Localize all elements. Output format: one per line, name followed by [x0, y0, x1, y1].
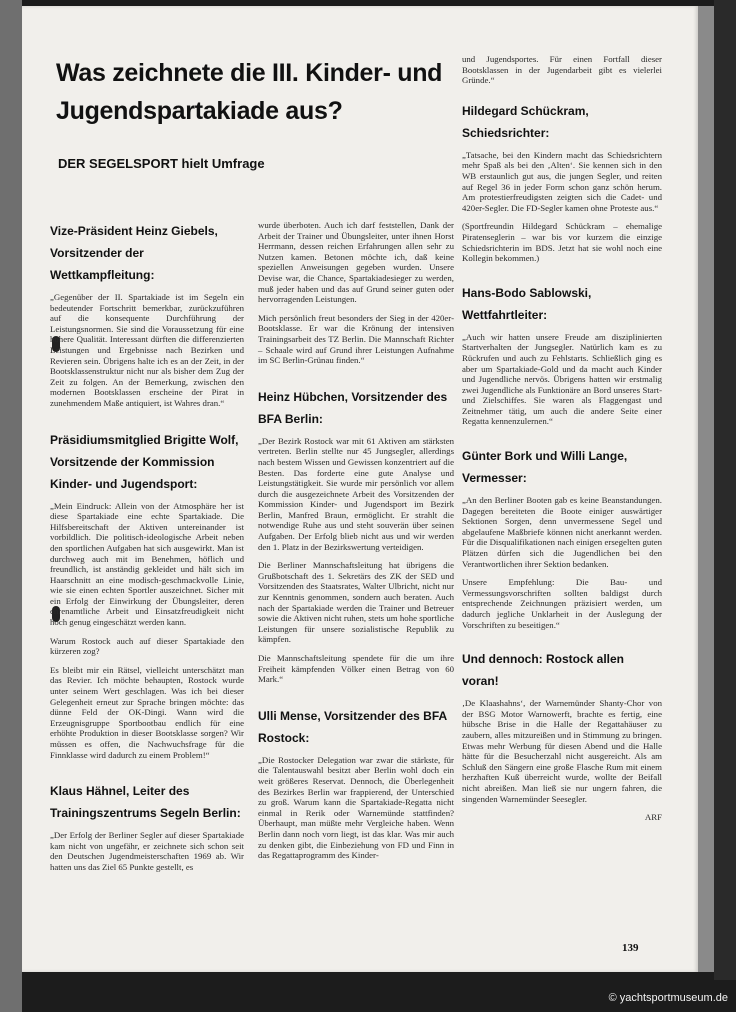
section-paragraph: „Mein Eindruck: Allein von der Atmosphäre her ist diese Spartakiade eine echte Spartakiade. Die Hilfsbereitschaft der Aktiven untereinander ist vorbildlich. Die politisch-ideologische Arbeit neben den sportlichen Aufgaben hat sich ausgewirkt. Man ist durchweg auch mit im Benehmen, höflich und freundlich, ist anständig gekleidet und hält sich im Haarschnitt an eine modisch-geschmackvolle Linie, wie sie einen echten Sportler auszeichnet. Sicher mit ein Erfolg der Einwirkung der Übungsleiter, deren ehrenamtliche Arbeit und Einsatzfreudigkeit nicht hoch genug eingeschätzt werden kann. [50, 500, 244, 628]
section [50, 780, 244, 872]
section [258, 220, 454, 366]
author-initials: ARF [644, 812, 662, 823]
section [462, 445, 662, 630]
section-paragraph: „Gegenüber der II. Spartakiade ist im Segeln ein bedeutender Fortschritt bemerkbar, zurückzuführen auf die konsequente Durchführung der Leistungsnormen. Sie sind die Voraussetzung für eine höhere Qualität. Interessant dürften die differenzierten Leistungen und Ergebnisse nach Bezirken und Revieren sein. Übrigens halte ich es an der Zeit, in der Bootsklassenstruktur nicht nur als bisher dem Zug der Zeit zu folgen. An der Bemerkung, zwischen den modernen Bootsklassen erscheine der Pirat in zunehmendem Maße antiquiert, ist Wahres dran.“ [50, 292, 244, 408]
section [462, 648, 662, 823]
section-paragraph: „An den Berliner Booten gab es keine Beanstandungen. Dagegen bereiteten die Boote einiger auswärtiger Sektionen Sorgen, denn unvermessene Segel und abgelaufene Maßbriefe können nicht anerkannt werden. Für die Disqualifikationen nach einigen ersegelten guten Plätzen dürfen sich die Jugendlichen bei den Verantwortlichen ihrer Sektion bedanken. [462, 495, 662, 569]
article-subtitle: DER SEGELSPORT hielt Umfrage [58, 156, 265, 171]
section-heading: Und dennoch: Rostock allen voran! [462, 652, 625, 689]
section-heading: Günter Bork und Willi Lange, Vermesser: [462, 449, 628, 486]
section-paragraph: Die Berliner Mannschaftsleitung hat übrigens die Grußbotschaft des 1. Sekretärs des ZK der SED und Vorsitzenden des Staatsrates, Walter Ulbricht, nicht nur zur Kenntnis genommen, sondern auch beraten. Auch nach der Spartakiade werden die Trainer und Betreuer sowie die Aktiven nicht ruhen, stets um hohe sportliche Leistungen für unsere sozialistische Republik zu kämpfen. [258, 560, 454, 645]
section-heading: Heinz Hübchen, Vorsitzender des BFA Berlin: [258, 389, 448, 426]
section [462, 54, 662, 86]
section-heading: Hans-Bodo Sablowski, Wettfahrtleiter: [462, 285, 592, 322]
section-heading: Klaus Hähnel, Leiter des Trainingszentrums Segeln Berlin: [50, 784, 241, 821]
section-paragraph: wurde überboten. Auch ich darf feststellen, Dank der Arbeit der Trainer und Übungsleiter, unter ihnen Horst Herrmann, dessen reichen Erfahrungen allen sehr zu Nutzen kamen. Betonen möchte ich, daß keine speziellen Anweisungen gegeben wurden. Unsere Devise war, die Chance, Spartakiadesieger zu werden, muß jeder haben und das auf Grund seiner guten oder hervorragenden Leistungen. [258, 220, 454, 305]
section-paragraph: „Der Bezirk Rostock war mit 61 Aktiven am stärksten vertreten. Berlin stellte nur 45 Jungsegler, allerdings nach bestem Wissen und Gewissen konzentriert auf die Besten. Das forderte eine gute Analyse und Leistungstätigkeit. Sie wurde mir persönlich vor allem durch die ausgezeichnete Arbeit des Vorsitzenden der Kommission Kinder- und Jugendsport im Bezirk Berlin, Manfred Braun, ermöglicht. Er strahlt die notwendige Ruhe aus und steht souverän über seinen Aufgaben. Der Erfolg blieb nicht aus und wir werden den 1. Platz in der Bezirkswertung verteidigen. [258, 435, 454, 552]
article-title: Was zeichnete die III. Kinder- und Jugendspartakiade aus? [56, 59, 443, 125]
section-paragraph: Mich persönlich freut besonders der Sieg in der 420er-Bootsklasse. Er war die Krönung der intensiven Trainingsarbeit des TZ Berlin. Die Mannschaft Richter – Schaale wird auf Grund ihrer Leistungen Aufnahme im SC Berlin-Grünau finden.“ [258, 312, 454, 366]
watermark-text: © yachtsportmuseum.de [608, 992, 728, 1004]
section-paragraph: Es bleibt mir ein Rätsel, vielleicht unterschätzt man das Revier. Ich möchte behaupten, Rostock wurde unter seinem Wert geschlagen. Was ich bei dieser Gelegenheit erneut zur Sprache bringen möchte: das dünne Feld der OK-Dingi. Wann wird die Erzeugnisgruppe Sportbootbau endlich für eine erhöhte Produktion in dieser Bootsklasse sorgen? Wir müssen es offen, die Nachwuchsfrage für die Finnklasse wird dadurch zu einem Problem!“ [50, 664, 244, 760]
section-paragraph: Unsere Empfehlung: Die Bau- und Vermessungsvorschriften sollten baldigst durch entsprechende Zeichnungen präzisiert werden, um dadurch jegliche Unklarheit in der Auslegung der Vorschriften zu beseitigen.“ [462, 577, 662, 630]
section [462, 100, 662, 264]
section [462, 282, 662, 427]
section-heading: Ulli Mense, Vorsitzender des BFA Rostock: [258, 708, 447, 745]
column-right [462, 54, 662, 823]
magazine-page [22, 6, 698, 972]
section-paragraph: ‚De Klaashahns‘, der Warnemünder Shanty-Chor von der BSG Motor Warnowerft, brachte es fertig, eine hübsche Brise in die Halle der Regattahäuser zu zaubern, alles mitzureißen und in Stimmung zu bringen. Etwas mehr Werbung für diesen Abend und die Halle hätte für die Besucherzahl nicht ausgereicht. Als am Schluß den Sängern eine große Flasche Rum mit einem herzhaften Kuß überreicht wurde, wollte der Beifall nicht abreißen. Man ließ sie nur ungern fahren, die singenden Warnemünder Seesegler. [462, 698, 662, 804]
section-paragraph: „Der Erfolg der Berliner Segler auf dieser Spartakiade kam nicht von ungefähr, er zeichnete sich schon seit den Deutschen Jugendmeisterschaften 1969 ab. Wir hatten uns das Ziel 65 Punkte gestellt, es [50, 830, 244, 872]
section [50, 220, 244, 409]
page-number: 139 [622, 942, 639, 954]
section-heading: Präsidiumsmitglied Brigitte Wolf, Vorsitzende der Kommission Kinder- und Jugendsport: [50, 432, 239, 491]
column-middle [258, 220, 454, 869]
section-paragraph: Die Mannschaftsleitung spendete für die um ihre Freiheit kämpfenden Völker einen Betrag von 60 Mark.“ [258, 653, 454, 685]
watermark [609, 992, 728, 1004]
section-paragraph: „Tatsache, bei den Kindern macht das Schiedsrichtern mehr Spaß als bei den ‚Alten‘. Sie kennen sich in den WB erstaunlich gut aus, die jungen Segler, und reiten auf Regel 36 in jeder Form schon ganz schön herum. Am protestierfreudigsten zeigten sich die Cadet- und 420er-Segler. Die FD-Segler kamen ohne Proteste aus.“ [462, 149, 662, 213]
page-edge [698, 6, 714, 972]
book-edge [714, 0, 736, 980]
section-paragraph: Warum Rostock auch auf dieser Spartakiade den kürzeren zog? [50, 635, 244, 657]
section-heading: Vize-Präsident Heinz Giebels, Vorsitzender der Wettkampfleitung: [50, 224, 218, 282]
section [50, 429, 244, 761]
section [258, 705, 454, 861]
section-heading: Hildegard Schückram, Schiedsrichter: [462, 103, 589, 140]
column-left [50, 220, 244, 881]
section-paragraph: „Die Rostocker Delegation war zwar die stärkste, für die Talentauswahl besitzt aber Berlin wohl doch ein weit größeres Reservat. Dennoch, die Überlegenheit des Bezirkes Berlin war frappierend, der Unterschied zu groß. Warum kann die Spartakiade-Regatta nicht einmal in Rerik oder Warnemünde stattfinden? Überhaupt, man müßte mehr Vergleiche haben. Wenn Berlin dann noch vorn liegt, ist das klar. Was mir auch zu denken gibt, die Einbeziehung von FD und Finn in das Regattaprogramm des Kinder- [258, 754, 454, 861]
section-paragraph: „Auch wir hatten unsere Freude am disziplinierten Startverhalten der Jungsegler. Natürlich kam es zu Rückrufen und auch zu Fehlstarts. Schließlich ging es aber um Spartakiade-Gold und da macht auch Kinder und Jugendliche nervös. Übrigens hatten wir erstmalig zwei Jugendliche als Funktionäre an Bord unseres Start- und Zielschiffes. Sie waren als Flaggengast und Zeitnehmer tätig, um auch die andere Seite einer Regatta kennenzulernen.“ [462, 331, 662, 427]
book-binding [0, 0, 22, 1012]
section-paragraph: (Sportfreundin Hildegard Schückram – ehemalige Piratenseglerin – war bis vor kurzem die einzige Schiedsrichterin im BDS. Jetzt hat sie wohl noch eine Kollegin bekommen.) [462, 221, 662, 264]
section-paragraph: und Jugendsportes. Für einen Fortfall dieser Bootsklassen in der Jugendarbeit gibt es vielerlei Gründe.“ [462, 54, 662, 86]
section [258, 386, 454, 685]
